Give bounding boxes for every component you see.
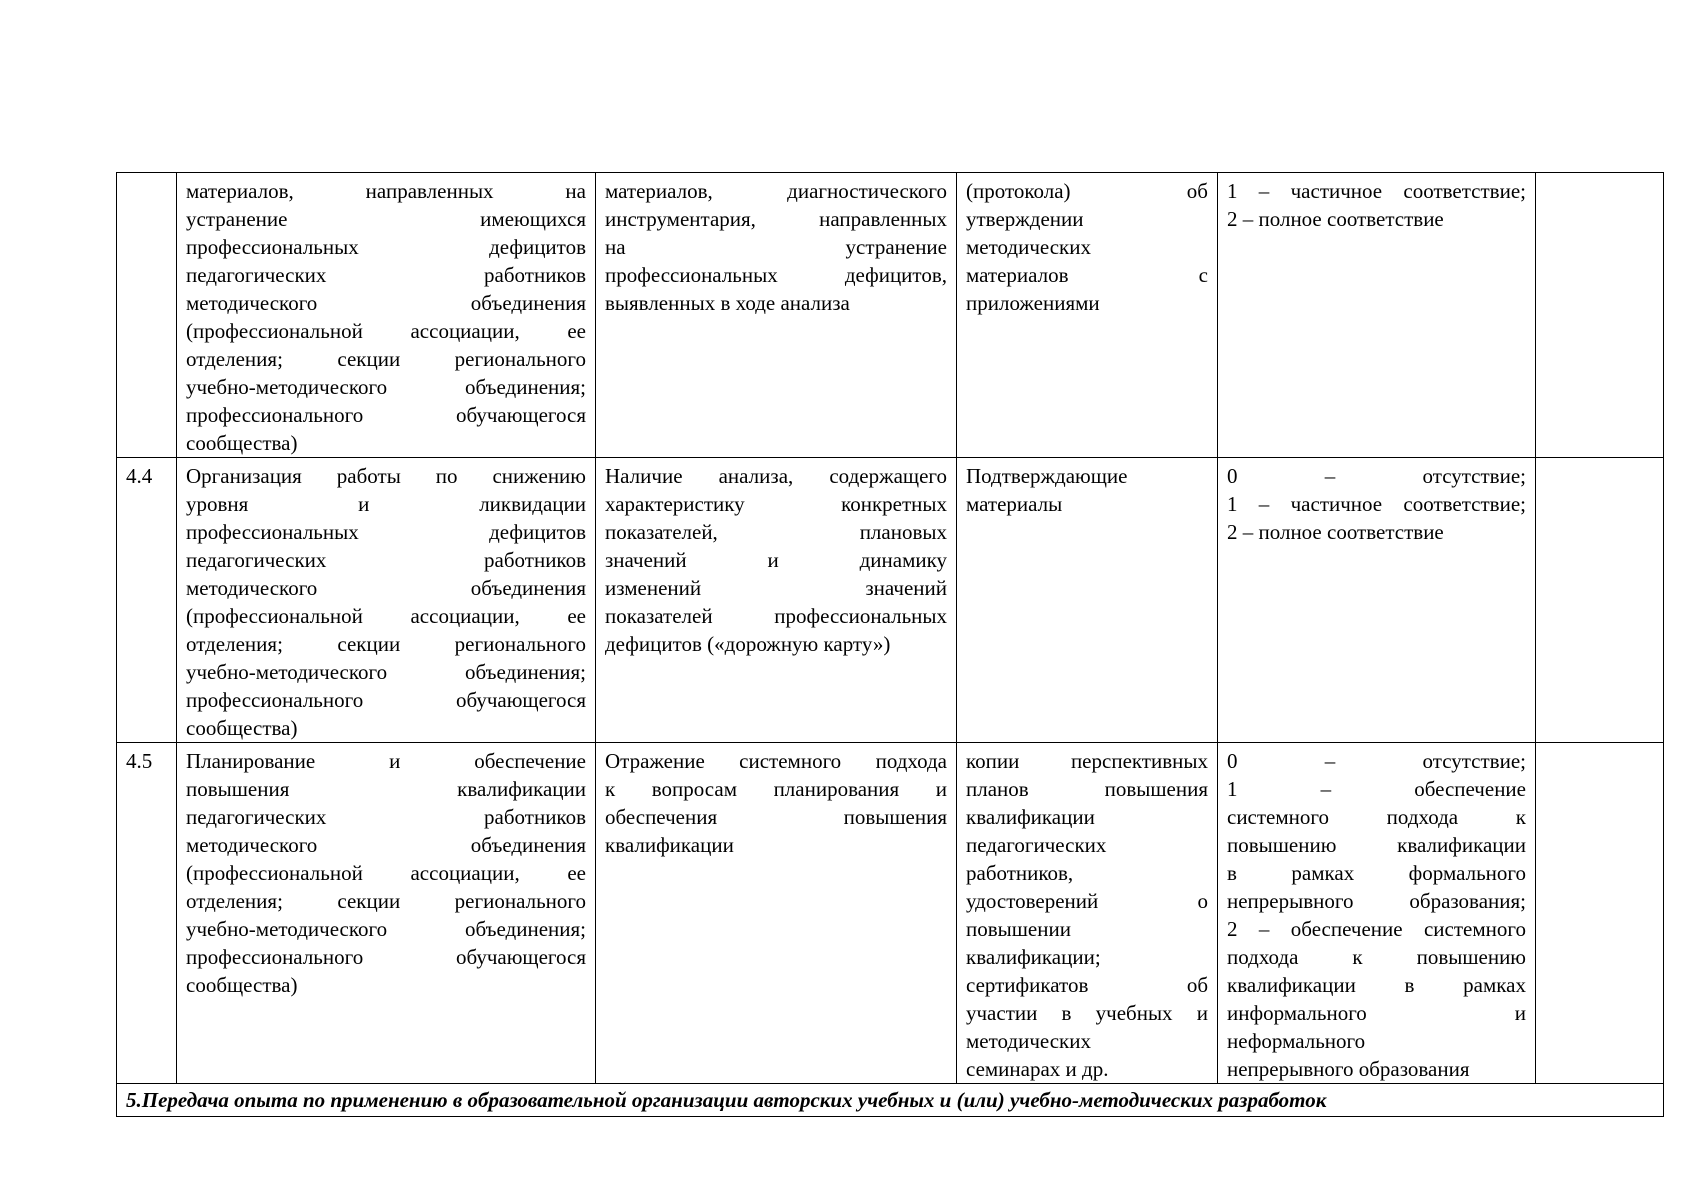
- cell-text-line: методических: [966, 235, 1091, 259]
- item-number-cell: [117, 743, 177, 1084]
- scale-cell: [1218, 743, 1536, 1084]
- evidence-cell: [957, 458, 1218, 743]
- cell-text-line: 1 – частичное соответствие;: [1227, 179, 1526, 203]
- cell-text-line: сертификатов об: [966, 973, 1208, 997]
- cell-text-line: сообщества): [186, 973, 298, 997]
- cell-text-line: повышения квалификации: [186, 777, 586, 801]
- cell-text-line: 0 – отсутствие;: [1227, 464, 1526, 488]
- cell-text-line: материалы: [966, 492, 1063, 516]
- cell-text-line: учебно-методического объединения;: [186, 375, 586, 399]
- cell-text-line: профессиональных дефицитов: [186, 520, 586, 544]
- cell-text-line: непрерывного образования;: [1227, 889, 1526, 913]
- indicator-cell: [177, 458, 596, 743]
- criteria-table-body: [117, 173, 1664, 1117]
- cell-text-line: отделения; секции регионального: [186, 632, 586, 656]
- cell-text-line: дефицитов («дорожную карту»): [605, 632, 891, 656]
- cell-text-line: выявленных в ходе анализа: [605, 291, 850, 315]
- cell-text-line: участии в учебных и: [966, 1001, 1208, 1025]
- cell-text-line: уровня и ликвидации: [186, 492, 586, 516]
- cell-text-line: (профессиональной ассоциации, ее: [186, 604, 586, 628]
- cell-text-line: Наличие анализа, содержащего: [605, 464, 947, 488]
- table-row: [117, 173, 1664, 458]
- cell-text-line: подхода к повышению: [1227, 945, 1526, 969]
- cell-text-line: копии перспективных: [966, 749, 1208, 773]
- cell-text-line: профессиональных дефицитов,: [605, 263, 947, 287]
- cell-text-line: Отражение системного подхода: [605, 749, 947, 773]
- evidence-cell: [957, 173, 1218, 458]
- cell-text-line: профессионального обучающегося: [186, 403, 586, 427]
- cell-text-line: учебно-методического объединения;: [186, 917, 586, 941]
- scale-cell: [1218, 173, 1536, 458]
- item-number: 4.4: [126, 464, 153, 488]
- table-row: [117, 743, 1664, 1084]
- section-heading-text: 5.Передача опыта по применению в образовательной организации авторских учебных и (или) учебно-методических разработок: [126, 1088, 1327, 1112]
- cell-text-line: учебно-методического объединения;: [186, 660, 586, 684]
- cell-text-line: методического объединения: [186, 576, 586, 600]
- cell-text-line: профессионального обучающегося: [186, 945, 586, 969]
- cell-text-line: (профессиональной ассоциации, ее: [186, 861, 586, 885]
- cell-text-line: повышению квалификации: [1227, 833, 1526, 857]
- cell-text-line: работников,: [966, 861, 1074, 885]
- cell-text-line: сообщества): [186, 716, 298, 740]
- cell-text-line: педагогических работников: [186, 263, 586, 287]
- cell-text-line: неформального: [1227, 1029, 1366, 1053]
- cell-text-line: в рамках формального: [1227, 861, 1526, 885]
- indicator-cell: [177, 173, 596, 458]
- cell-text-line: 1 – частичное соответствие;: [1227, 492, 1526, 516]
- cell-text-line: характеристику конкретных: [605, 492, 947, 516]
- indicator-cell: [177, 743, 596, 1084]
- cell-text-line: инструментария, направленных: [605, 207, 947, 231]
- cell-text-line: профессиональных дефицитов: [186, 235, 586, 259]
- cell-text-line: информального и: [1227, 1001, 1526, 1025]
- cell-text-line: 0 – отсутствие;: [1227, 749, 1526, 773]
- cell-text-line: педагогических работников: [186, 805, 586, 829]
- cell-text-line: методического объединения: [186, 291, 586, 315]
- cell-text-line: к вопросам планирования и: [605, 777, 947, 801]
- cell-text-line: отделения; секции регионального: [186, 889, 586, 913]
- score-cell: [1536, 173, 1664, 458]
- cell-text-line: показателей профессиональных: [605, 604, 947, 628]
- cell-text-line: (протокола) об: [966, 179, 1208, 203]
- cell-text-line: удостоверений о: [966, 889, 1208, 913]
- cell-text-line: квалификации;: [966, 945, 1101, 969]
- cell-text-line: показателей, плановых: [605, 520, 947, 544]
- cell-text-line: Организация работы по снижению: [186, 464, 586, 488]
- cell-text-line: приложениями: [966, 291, 1100, 315]
- cell-text-line: изменений значений: [605, 576, 947, 600]
- score-cell: [1536, 743, 1664, 1084]
- cell-text-line: на устранение: [605, 235, 947, 259]
- cell-text-line: квалификации в рамках: [1227, 973, 1526, 997]
- criterion-cell: [596, 743, 957, 1084]
- cell-text-line: значений и динамику: [605, 548, 947, 572]
- score-cell: [1536, 458, 1664, 743]
- criterion-cell: [596, 458, 957, 743]
- cell-text-line: отделения; секции регионального: [186, 347, 586, 371]
- cell-text-line: семинарах и др.: [966, 1057, 1109, 1081]
- cell-text-line: материалов, направленных на: [186, 179, 586, 203]
- scale-cell: [1218, 458, 1536, 743]
- cell-text-line: методического объединения: [186, 833, 586, 857]
- criteria-table: [116, 172, 1664, 1117]
- cell-text-line: обеспечения повышения: [605, 805, 947, 829]
- cell-text-line: материалов, диагностического: [605, 179, 947, 203]
- evidence-cell: [957, 743, 1218, 1084]
- table-row: [117, 458, 1664, 743]
- item-number-cell: [117, 458, 177, 743]
- section-heading: [117, 1084, 1664, 1117]
- cell-text-line: (профессиональной ассоциации, ее: [186, 319, 586, 343]
- criterion-cell: [596, 173, 957, 458]
- cell-text-line: планов повышения: [966, 777, 1208, 801]
- cell-text-line: повышении: [966, 917, 1071, 941]
- cell-text-line: 1 – обеспечение: [1227, 777, 1526, 801]
- cell-text-line: системного подхода к: [1227, 805, 1526, 829]
- cell-text-line: методических: [966, 1029, 1091, 1053]
- cell-text-line: квалификации: [605, 833, 734, 857]
- cell-text-line: 2 – полное соответствие: [1227, 520, 1444, 544]
- cell-text-line: сообщества): [186, 431, 298, 455]
- cell-text-line: материалов с: [966, 263, 1208, 287]
- item-number-cell: [117, 173, 177, 458]
- cell-text-line: 2 – обеспечение системного: [1227, 917, 1526, 941]
- cell-text-line: Подтверждающие: [966, 464, 1128, 488]
- cell-text-line: квалификации: [966, 805, 1095, 829]
- cell-text-line: утверждении: [966, 207, 1084, 231]
- cell-text-line: педагогических работников: [186, 548, 586, 572]
- cell-text-line: непрерывного образования: [1227, 1057, 1470, 1081]
- cell-text-line: профессионального обучающегося: [186, 688, 586, 712]
- cell-text-line: устранение имеющихся: [186, 207, 586, 231]
- item-number: 4.5: [126, 749, 153, 773]
- section-row: [117, 1084, 1664, 1117]
- cell-text-line: Планирование и обеспечение: [186, 749, 586, 773]
- cell-text-line: педагогических: [966, 833, 1107, 857]
- cell-text-line: 2 – полное соответствие: [1227, 207, 1444, 231]
